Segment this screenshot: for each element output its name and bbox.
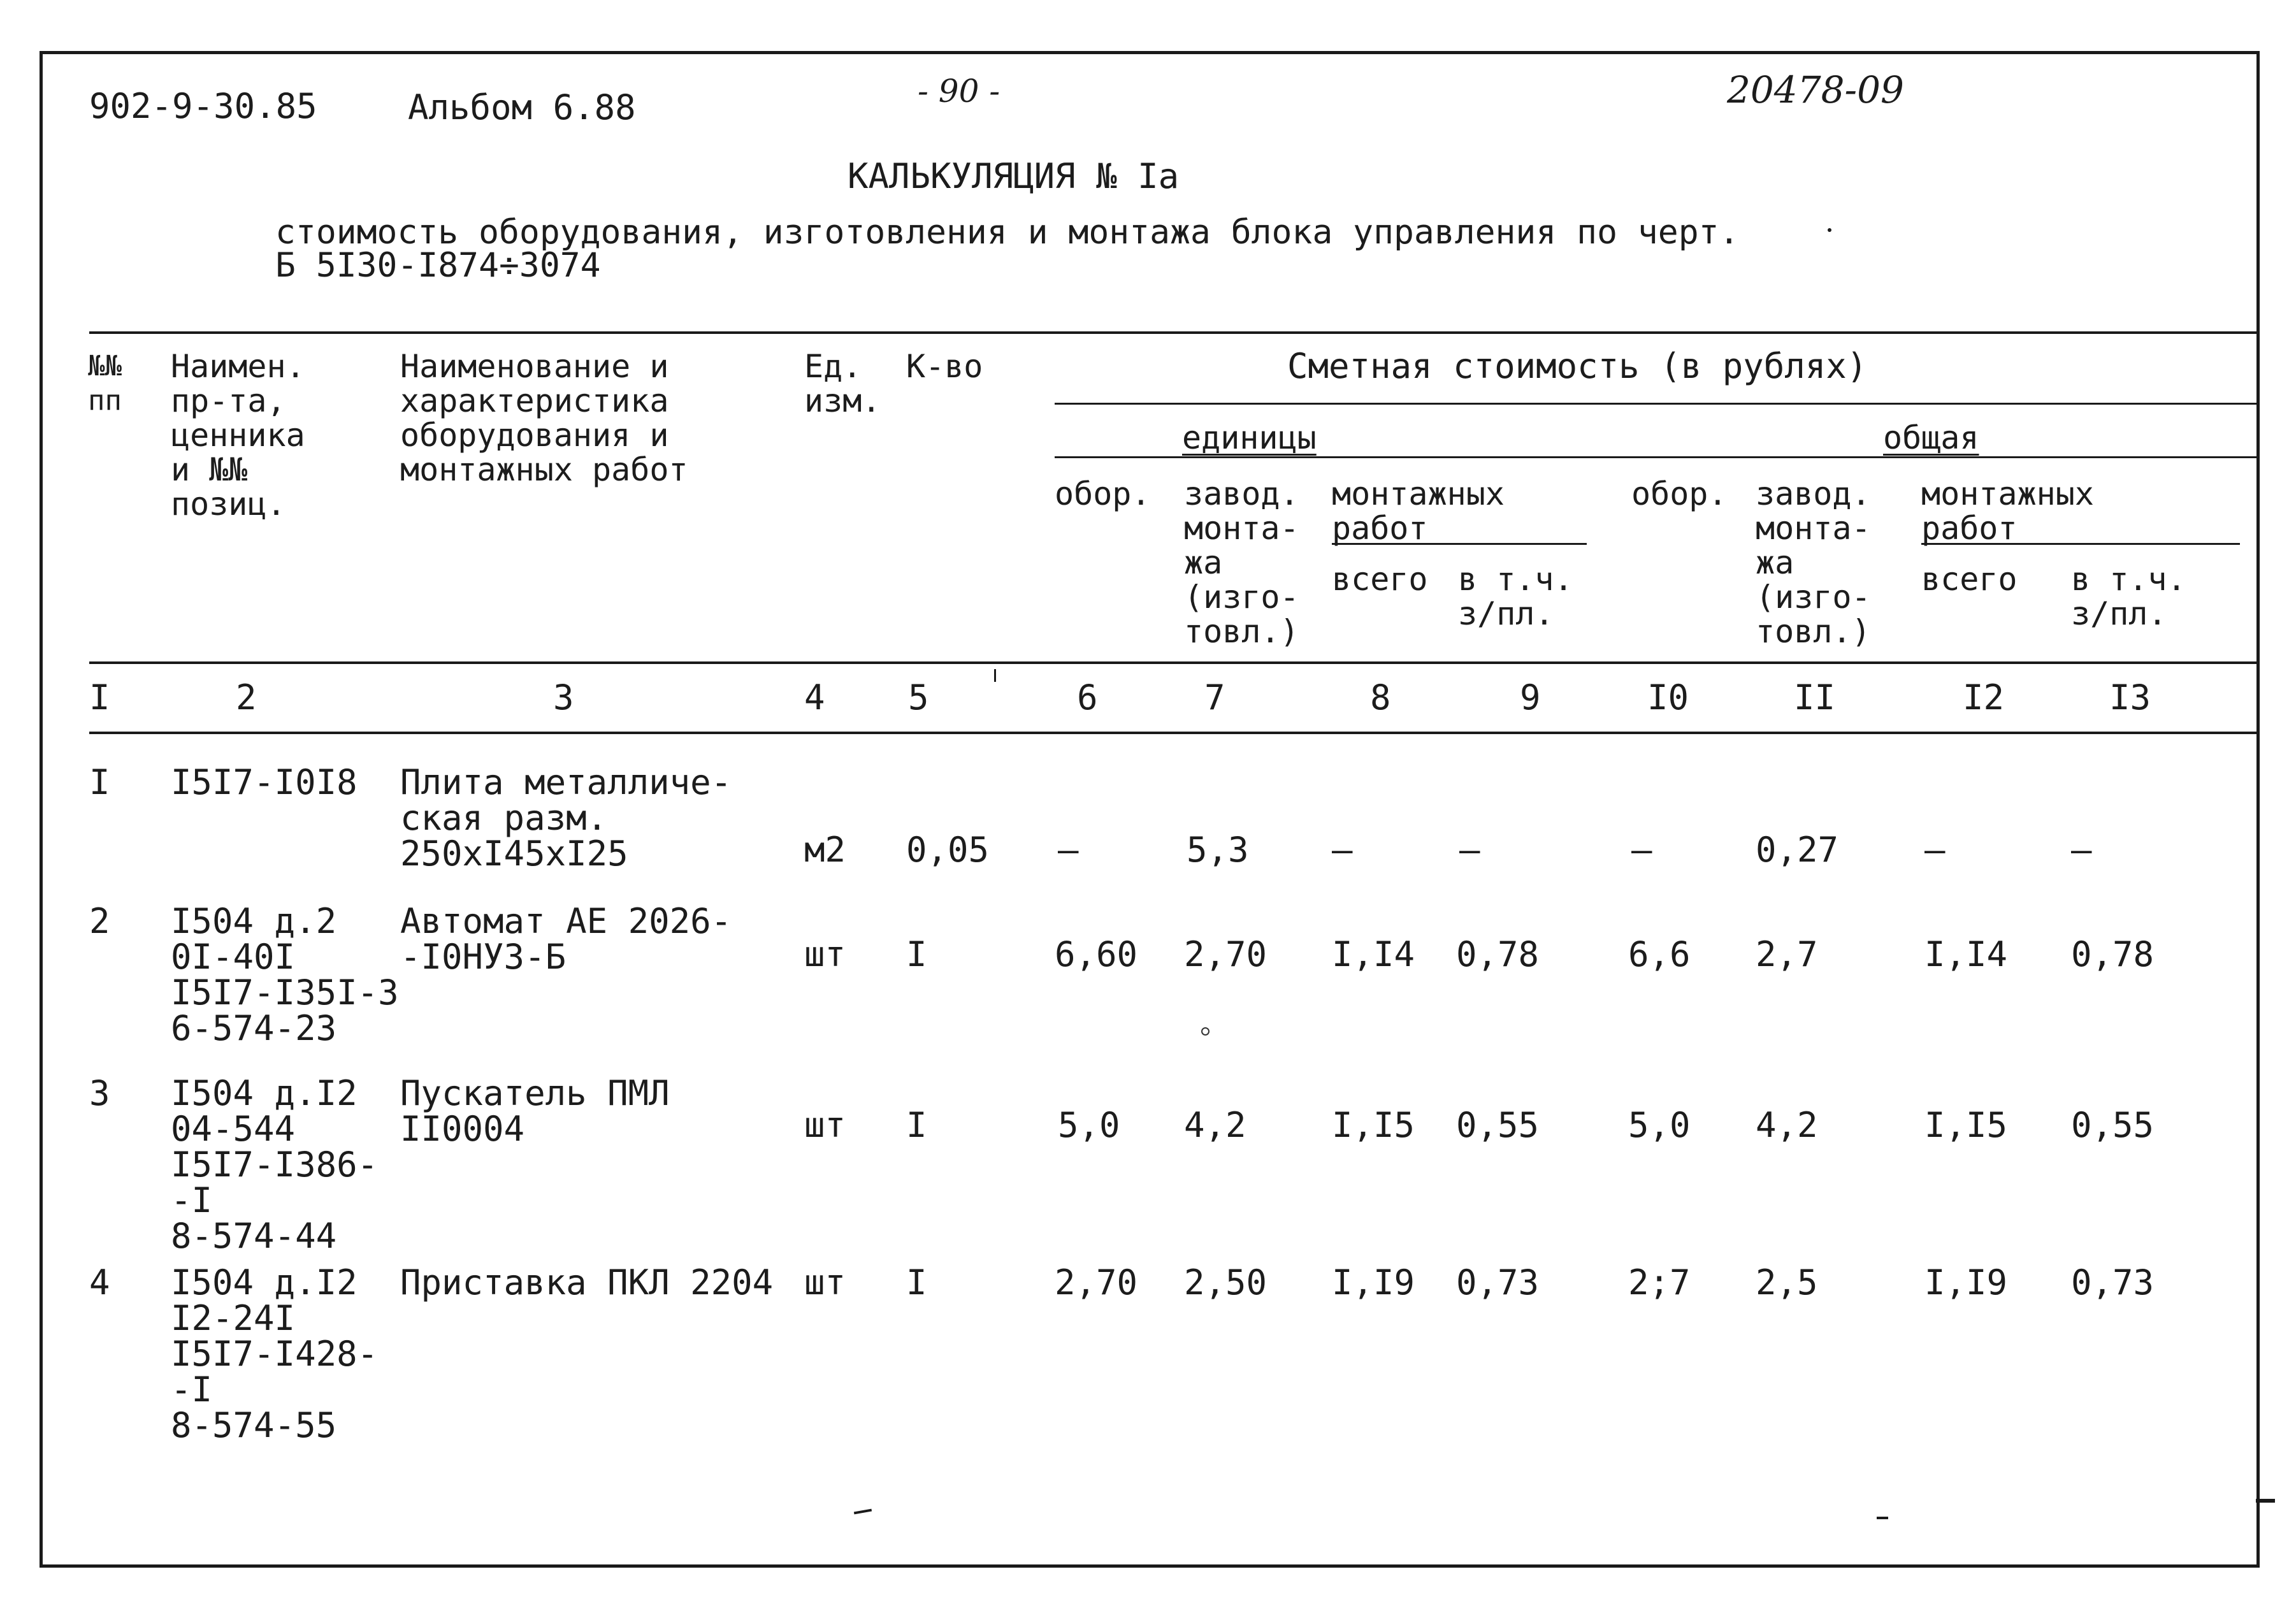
column-number: 9 [1520,677,1541,718]
row-4-name: Приставка ПКЛ 2204 [400,1262,774,1303]
archive-number: 20478-09 [1727,68,1904,112]
scan-mark [1877,1517,1888,1519]
header-unit-install-wages: в т.ч. з/пл. [1458,561,1573,632]
header-total-factory: завод. монта- жа (изго- товл.) [1756,475,1871,650]
row-3-total-install-total: I,I5 [1924,1105,2008,1145]
row-2-unit-equip: 6,60 [1055,934,1138,974]
row-4-total-install-total: I,I9 [1924,1262,2008,1303]
header-total-group: общая [1883,419,1979,456]
column-number: 5 [908,677,929,718]
row-4-unit-install-wages: 0,73 [1456,1262,1540,1303]
row-1-unit-factory: 5,3 [1187,830,1249,870]
row-4-qty: I [906,1262,927,1303]
column-number: I [89,677,110,718]
row-4-unit-equip: 2,70 [1055,1262,1138,1303]
row-4-unit-factory: 2,50 [1184,1262,1267,1303]
row-2-code: I504 д.2 0I-40I I5I7-I35I-3 6-574-23 [171,901,399,1048]
doc-code: 902-9-30.85 [89,86,317,126]
row-2-number: 2 [89,901,110,941]
subtitle-line-1: стоимость оборудования, изготовления и монтажа блока управления по черт. [275,213,1740,252]
row-2-unit-install-wages: 0,78 [1456,934,1540,974]
header-row-number: №№ пп [88,350,122,417]
row-1-total-install-total: – [1924,830,1946,870]
row-4-total-factory: 2,5 [1756,1262,1818,1303]
header-quantity: К-во [906,348,983,385]
header-total-install-total: всего [1921,561,2018,598]
header-unit-group: единицы [1182,419,1317,456]
header-total-install-wages: в т.ч. з/пл. [2071,561,2186,632]
row-1-total-install-wages: – [2071,830,2092,870]
column-number: 8 [1370,677,1391,718]
album-label: Альбом 6.88 [408,87,636,127]
row-4-code: I504 д.I2 I2-24I I5I7-I428- -I 8-574-55 [171,1262,379,1445]
column-number: II [1794,677,1836,718]
row-2-total-equip: 6,6 [1628,934,1691,974]
row-3-unit-install-wages: 0,55 [1456,1105,1540,1145]
column-number: 7 [1204,677,1225,718]
header-cost-group: Сметная стоимость (в рублях) [1287,346,1868,386]
column-number: 4 [804,677,825,718]
column-number: 2 [236,677,257,718]
header-total-install: монтажных работ [1921,475,2094,547]
unit-total-rule [1055,456,2260,458]
page-number: - 90 - [918,73,1000,110]
row-3-total-equip: 5,0 [1628,1105,1691,1145]
row-1-unit: м2 [804,830,846,870]
row-3-unit: шт [804,1105,846,1145]
header-unit-install: монтажных работ [1332,475,1505,547]
column-number: 3 [553,677,574,718]
row-1-qty: 0,05 [906,830,990,870]
row-3-code: I504 д.I2 04-544 I5I7-I386- -I 8-574-44 [171,1073,379,1256]
row-2-total-install-total: I,I4 [1924,934,2008,974]
column-number: 6 [1077,677,1098,718]
row-1-total-equip: – [1631,830,1652,870]
row-3-total-factory: 4,2 [1756,1105,1818,1145]
row-4-unit-install-total: I,I9 [1332,1262,1415,1303]
row-3-name: Пускатель ПМЛ II0004 [400,1073,670,1149]
column-numbers-rule [89,732,2260,734]
row-2-name: Автомат АЕ 2026- -I0НУЗ-Б [400,901,732,977]
row-4-unit: шт [804,1262,846,1303]
header-unit-equip: обор. [1055,475,1151,512]
subtitle-line-2: Б 5I30-I874÷3074 [275,246,601,285]
row-3-qty: I [906,1105,927,1145]
row-2-qty: I [906,934,927,974]
header-unit: Ед. изм. [804,348,881,419]
row-4-number: 4 [89,1262,110,1303]
row-2-total-install-wages: 0,78 [2071,934,2155,974]
page-title: КАЛЬКУЛЯЦИЯ № Iа [848,156,1180,196]
row-4-total-install-wages: 0,73 [2071,1262,2155,1303]
row-3-unit-factory: 4,2 [1184,1105,1246,1145]
row-1-unit-install-total: – [1332,830,1353,870]
row-2-total-factory: 2,7 [1756,934,1818,974]
scan-mark [994,669,996,682]
header-unit-install-total: всего [1332,561,1428,598]
row-2-unit: шт [804,934,846,974]
row-4-total-equip: 2;7 [1628,1262,1691,1303]
stray-dot [1201,1027,1209,1036]
row-2-unit-install-total: I,I4 [1332,934,1415,974]
column-number: I3 [2109,677,2151,718]
scan-mark [1828,228,1831,232]
row-3-total-install-wages: 0,55 [2071,1105,2155,1145]
header-unit-factory: завод. монта- жа (изго- товл.) [1184,475,1299,650]
header-name: Наименование и характеристика оборудования и монтажных работ [400,348,688,488]
row-1-name: Плита металличе- ская разм. 250хI45хI25 [400,762,732,874]
row-3-number: 3 [89,1073,110,1113]
table-top-rule [89,331,2260,334]
header-bottom-rule [89,661,2260,664]
row-1-number: I [89,762,110,802]
edge-tick [2256,1499,2275,1503]
header-code: Наимен. пр-та, ценника и №№ позиц. [171,348,305,523]
row-2-unit-factory: 2,70 [1184,934,1267,974]
row-1-unit-install-wages: – [1459,830,1480,870]
row-3-unit-install-total: I,I5 [1332,1105,1415,1145]
row-3-unit-equip: 5,0 [1058,1105,1120,1145]
cost-group-rule [1055,403,2260,405]
column-number: I2 [1963,677,2005,718]
row-1-unit-equip: – [1058,830,1079,870]
column-number: I0 [1647,677,1689,718]
header-total-equip: обор. [1631,475,1728,512]
row-1-code: I5I7-I0I8 [171,762,357,802]
row-1-total-factory: 0,27 [1756,830,1839,870]
